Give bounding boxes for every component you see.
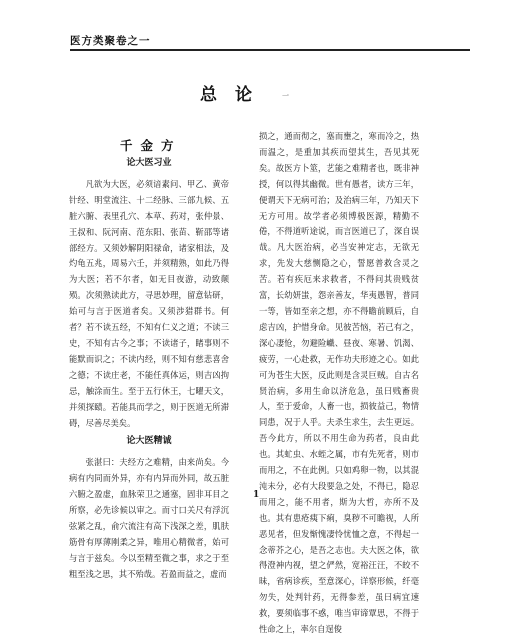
page-number: 1 — [253, 490, 260, 500]
chapter-title: 总论 — [200, 85, 270, 105]
header-rule — [70, 49, 470, 51]
section-body-continued: 损之，通而彻之，塞而壅之，寒而冷之，热而温之，是重加其疾而望其生，吾见其死矣。故医方卜筮，艺能之难精者也，既非神授，何以得其幽微。世有愚者，读方三年，便谓天下无病可治；及治病三年，乃知天下无方可用。故学者必须博极医源，精勤不倦，不得道听途说，而言医道已了，深自误哉。凡大医治病，必当安神定志，无欲无求，先发大慈恻隐之心，誓愿普救含灵之苦。若有疾厄来求救者，不得问其贵贱贫富，长幼妍蚩，怨亲善友，华夷愚智，普同一等，皆如至亲之想，亦不得瞻前顾后，自虑吉凶，护惜身命。见彼苦恼，若己有之，深心凄怆，勿避险巇、昼夜、寒暑、饥渴、疲劳，一心赴救，无作功夫形迹之心。如此可为苍生大医，反此则是含灵巨贼。自古名贤治病，多用生命以济危急，虽曰贱畜贵人，至于爱命，人畜一也，损彼益己，物情同患，况于人乎。夫杀生求生，去生更远。吾今此方，所以不用生命为药者，良由此也。其虻虫、水蛭之属，市有先死者，则市而用之，不在此例。只如鸡卵一物，以其混沌未分，必有大段要急之处，不得已，隐忍而用之，能不用者，斯为大哲，亦所不及也。其有患疮痍下痢，臭秽不可瞻视，人所恶见者，但发惭愧凄怜忧恤之意，不得起一念蒂芥之心，是吾之志也。夫大医之体，欲得澄神内视，望之俨然，宽裕汪汪，不皎不昧，省病诊疾，至意深心，详察形候，纤毫勿失，处判针药，无得参差，虽曰病宜速救，要须临事不惑，唯当审谛覃思，不得于性命之上，率尔自逞俊 — [259, 131, 419, 635]
running-head: 医方类聚卷之一 — [70, 35, 151, 47]
right-column — [259, 129, 419, 638]
section-heading: 论大医精诚 — [126, 436, 172, 447]
book-title: 千金方 — [120, 138, 182, 153]
section-body: 凡欲为大医，必须谙素问、甲乙、黄帝针经、明堂流注、十二经脉、三部九候、五脏六腑、表里孔穴、本草、药对，张仲景、王叔和、阮河南、范东阳、张苗、靳邵等诸部经方。又须妙解阴阳禄命，诸家相法，及灼龟五兆，周易六壬，并须精熟，如此乃得为大医；若不尔者，如无目夜游，动致颠殒。次须熟读此方，寻思妙理，留意钻研，始可与言于医道者矣。又须涉猎群书。何者？若不读五经，不知有仁义之道；不读三史，不知有古今之事；不读诸子，睹事则不能默而识之；不读内经，则不知有慈悲喜舍之德；不读庄老，不能任真体运，则吉凶拘忌，触涂而生。至于五行休王，七曜天文，并须探赜。若能具而学之，则于医道无所滞碍，尽善尽美矣。 — [69, 178, 229, 428]
chapter-note-mark: 一 — [282, 92, 289, 100]
section-body: 张湛曰：夫经方之难精，由来尚矣。今病有内同而外异，亦有内异而外同，故五脏六腑之盈虚，血脉荣卫之通塞，固非耳目之所察，必先诊候以审之。而寸口关尺有浮沉弦紧之乱，俞穴流注有高下浅深之差，肌肤筋骨有厚薄刚柔之异，唯用心精微者，始可与言于兹矣。今以至精至微之事，求之于至粗至浅之思，其不殆哉。若盈而益之，虚而 — [69, 457, 229, 579]
left-column — [69, 153, 229, 583]
section-heading: 论大医习业 — [126, 158, 172, 168]
